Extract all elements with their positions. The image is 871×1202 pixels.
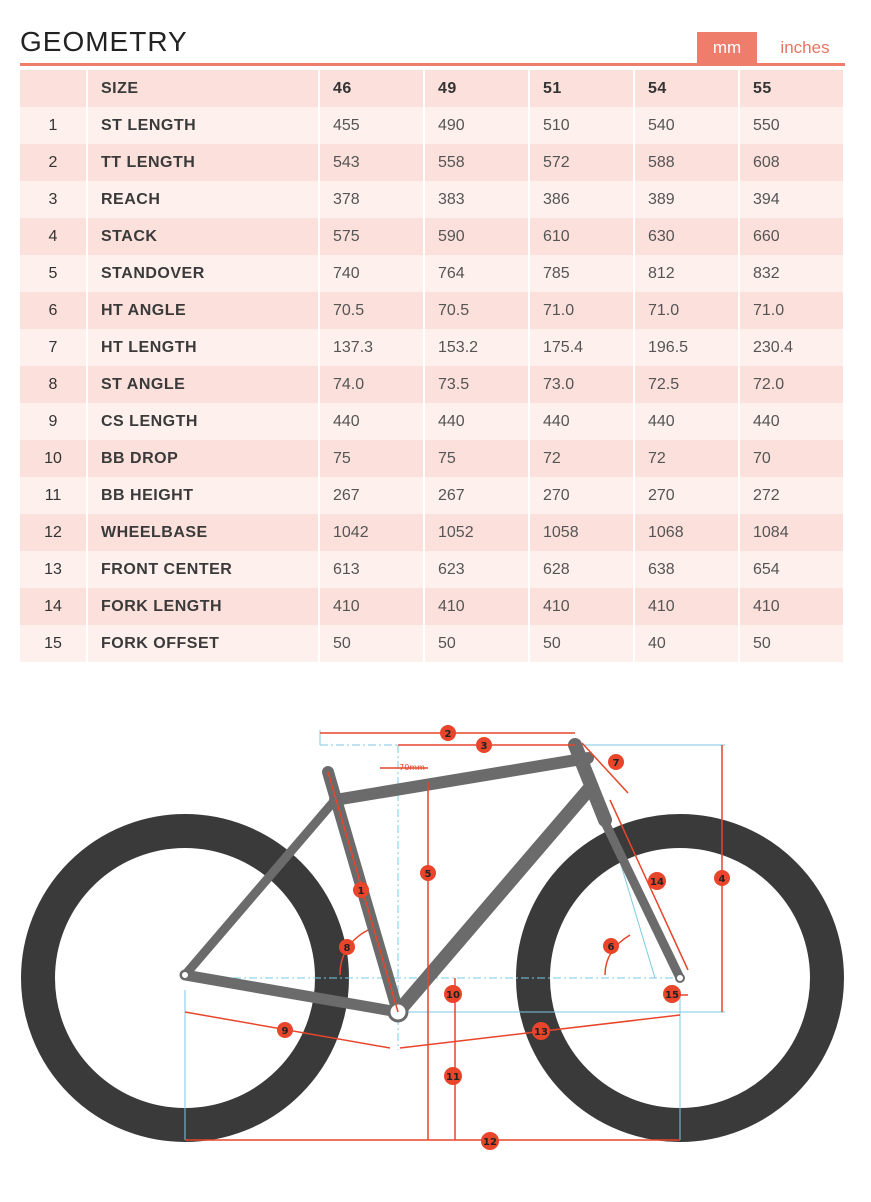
page-title: GEOMETRY (20, 26, 188, 57)
value-cell: 386 (530, 181, 635, 218)
svg-text:13: 13 (534, 1027, 548, 1038)
table-row (20, 218, 845, 255)
table-row (20, 551, 845, 588)
badge-14 (648, 872, 666, 890)
value-cell: 1068 (635, 514, 740, 551)
row-label: STACK (88, 218, 320, 255)
row-label: TT LENGTH (88, 144, 320, 181)
value-cell: 623 (425, 551, 530, 588)
value-cell: 558 (425, 144, 530, 181)
row-number: 7 (20, 329, 88, 366)
header-num-cell (20, 70, 88, 107)
value-cell: 510 (530, 107, 635, 144)
svg-text:1: 1 (357, 886, 365, 897)
row-label: BB DROP (88, 440, 320, 477)
svg-text:7: 7 (612, 758, 620, 769)
value-cell: 1052 (425, 514, 530, 551)
size-54: 54 (635, 70, 740, 107)
row-number: 13 (20, 551, 88, 588)
value-cell: 540 (635, 107, 740, 144)
value-cell: 74.0 (320, 366, 425, 403)
value-cell: 153.2 (425, 329, 530, 366)
badge-6 (603, 938, 619, 954)
svg-text:8: 8 (343, 943, 351, 954)
value-cell: 267 (320, 477, 425, 514)
row-number: 8 (20, 366, 88, 403)
badge-4 (714, 870, 730, 886)
value-cell: 410 (635, 588, 740, 625)
value-cell: 70.5 (425, 292, 530, 329)
value-cell: 630 (635, 218, 740, 255)
value-cell: 230.4 (740, 329, 845, 366)
value-cell: 572 (530, 144, 635, 181)
table-row (20, 625, 845, 662)
row-label: FORK LENGTH (88, 588, 320, 625)
badge-15 (663, 985, 681, 1003)
value-cell: 72.5 (635, 366, 740, 403)
svg-text:15: 15 (665, 990, 679, 1001)
value-cell: 75 (320, 440, 425, 477)
value-cell: 40 (635, 625, 740, 662)
table-row (20, 255, 845, 292)
value-cell: 50 (320, 625, 425, 662)
row-label: HT ANGLE (88, 292, 320, 329)
value-cell: 638 (635, 551, 740, 588)
svg-text:14: 14 (650, 877, 664, 888)
value-cell: 410 (320, 588, 425, 625)
value-cell: 440 (320, 403, 425, 440)
value-cell: 72.0 (740, 366, 845, 403)
value-cell: 378 (320, 181, 425, 218)
value-cell: 50 (740, 625, 845, 662)
value-cell: 270 (635, 477, 740, 514)
value-cell: 590 (425, 218, 530, 255)
badge-1 (353, 882, 369, 898)
badge-5 (420, 865, 436, 881)
row-number: 12 (20, 514, 88, 551)
svg-text:4: 4 (718, 874, 726, 885)
row-number: 5 (20, 255, 88, 292)
badge-12 (481, 1132, 499, 1150)
row-label: ST LENGTH (88, 107, 320, 144)
row-label: REACH (88, 181, 320, 218)
value-cell: 610 (530, 218, 635, 255)
offset-label: 70mm (399, 763, 425, 772)
value-cell: 660 (740, 218, 845, 255)
badge-10 (444, 985, 462, 1003)
table-header-row (20, 70, 845, 107)
badge-13 (532, 1022, 550, 1040)
badge-9 (277, 1022, 293, 1038)
table-row (20, 477, 845, 514)
value-cell: 740 (320, 255, 425, 292)
value-cell: 440 (425, 403, 530, 440)
row-number: 6 (20, 292, 88, 329)
row-label: HT LENGTH (88, 329, 320, 366)
row-number: 14 (20, 588, 88, 625)
row-label: WHEELBASE (88, 514, 320, 551)
badge-11 (444, 1067, 462, 1085)
table-row (20, 514, 845, 551)
badge-3 (476, 737, 492, 753)
size-49: 49 (425, 70, 530, 107)
badge-2 (440, 725, 456, 741)
value-cell: 1084 (740, 514, 845, 551)
table-row (20, 440, 845, 477)
row-number: 15 (20, 625, 88, 662)
row-label: FORK OFFSET (88, 625, 320, 662)
svg-text:11: 11 (446, 1072, 460, 1083)
value-cell: 812 (635, 255, 740, 292)
value-cell: 608 (740, 144, 845, 181)
table-row (20, 588, 845, 625)
value-cell: 272 (740, 477, 845, 514)
value-cell: 1042 (320, 514, 425, 551)
value-cell: 73.5 (425, 366, 530, 403)
value-cell: 1058 (530, 514, 635, 551)
value-cell: 440 (530, 403, 635, 440)
badge-7 (608, 754, 624, 770)
svg-text:12: 12 (483, 1137, 497, 1148)
row-label: ST ANGLE (88, 366, 320, 403)
svg-text:6: 6 (607, 942, 615, 953)
value-cell: 72 (635, 440, 740, 477)
value-cell: 270 (530, 477, 635, 514)
table-row (20, 107, 845, 144)
header-divider (20, 63, 845, 66)
value-cell: 764 (425, 255, 530, 292)
value-cell: 613 (320, 551, 425, 588)
row-number: 3 (20, 181, 88, 218)
value-cell: 832 (740, 255, 845, 292)
table-row (20, 403, 845, 440)
bike-geometry-diagram (0, 700, 871, 1180)
unit-mm-button[interactable]: mm (697, 32, 757, 64)
value-cell: 50 (425, 625, 530, 662)
row-label: STANDOVER (88, 255, 320, 292)
size-46: 46 (320, 70, 425, 107)
row-label: CS LENGTH (88, 403, 320, 440)
value-cell: 383 (425, 181, 530, 218)
value-cell: 137.3 (320, 329, 425, 366)
table-row (20, 366, 845, 403)
row-number: 4 (20, 218, 88, 255)
value-cell: 196.5 (635, 329, 740, 366)
row-number: 11 (20, 477, 88, 514)
value-cell: 71.0 (530, 292, 635, 329)
value-cell: 455 (320, 107, 425, 144)
badge-8 (339, 939, 355, 955)
value-cell: 70 (740, 440, 845, 477)
size-51: 51 (530, 70, 635, 107)
size-55: 55 (740, 70, 845, 107)
value-cell: 267 (425, 477, 530, 514)
row-number: 2 (20, 144, 88, 181)
table-row (20, 144, 845, 181)
value-cell: 73.0 (530, 366, 635, 403)
value-cell: 440 (740, 403, 845, 440)
table-row (20, 292, 845, 329)
row-number: 10 (20, 440, 88, 477)
value-cell: 550 (740, 107, 845, 144)
value-cell: 440 (635, 403, 740, 440)
value-cell: 543 (320, 144, 425, 181)
value-cell: 50 (530, 625, 635, 662)
unit-inches-button[interactable]: inches (780, 38, 830, 57)
geometry-table (20, 70, 845, 662)
table-row (20, 181, 845, 218)
value-cell: 785 (530, 255, 635, 292)
value-cell: 175.4 (530, 329, 635, 366)
row-label: BB HEIGHT (88, 477, 320, 514)
svg-text:5: 5 (424, 869, 432, 880)
value-cell: 72 (530, 440, 635, 477)
svg-text:3: 3 (480, 741, 488, 752)
value-cell: 575 (320, 218, 425, 255)
rear-axle (181, 971, 189, 979)
svg-text:10: 10 (446, 990, 460, 1001)
value-cell: 70.5 (320, 292, 425, 329)
value-cell: 394 (740, 181, 845, 218)
value-cell: 410 (530, 588, 635, 625)
value-cell: 410 (740, 588, 845, 625)
front-axle (676, 974, 684, 982)
row-label: FRONT CENTER (88, 551, 320, 588)
table-row (20, 329, 845, 366)
value-cell: 389 (635, 181, 740, 218)
value-cell: 75 (425, 440, 530, 477)
row-number: 1 (20, 107, 88, 144)
value-cell: 588 (635, 144, 740, 181)
value-cell: 71.0 (635, 292, 740, 329)
size-label: SIZE (88, 70, 320, 107)
geometry-header (20, 22, 845, 66)
svg-text:9: 9 (281, 1026, 289, 1037)
value-cell: 71.0 (740, 292, 845, 329)
value-cell: 490 (425, 107, 530, 144)
value-cell: 628 (530, 551, 635, 588)
svg-text:2: 2 (444, 729, 452, 740)
row-number: 9 (20, 403, 88, 440)
value-cell: 410 (425, 588, 530, 625)
value-cell: 654 (740, 551, 845, 588)
